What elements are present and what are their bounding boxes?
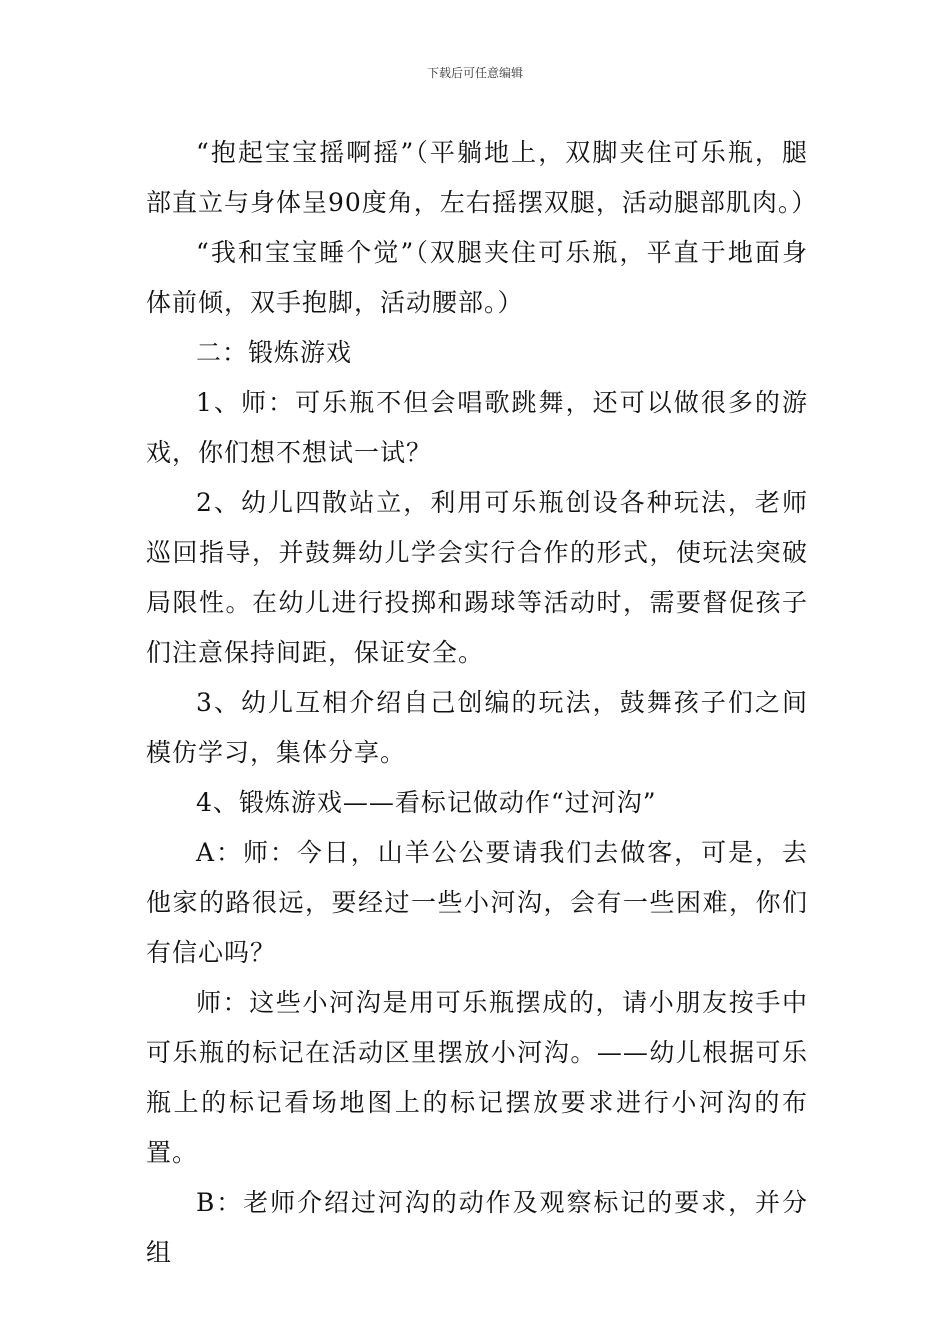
document-body [146,128,818,1278]
paragraph-teacher-instruction: 师：这些小河沟是用可乐瓶摆成的，请小朋友按手中可乐瓶的标记在活动区里摆放小河沟。——幼儿根据可乐瓶上的标记看场地图上的标记摆放要求进行小河沟的布置。 [146,988,808,1167]
paragraph-step-3: 3、幼儿互相介绍自己创编的玩法，鼓舞孩子们之间模仿学习，集体分享。 [146,688,808,767]
paragraph-step-4: 4、锻炼游戏——看标记做动作“过河沟” [196,788,657,817]
section-heading-exercise-game: 二：锻炼游戏 [196,338,353,367]
paragraph-part-a: A：师：今日，山羊公公要请我们去做客，可是，去他家的路很远，要经过一些小河沟，会有一些困难，你们有信心吗？ [146,838,808,967]
paragraph-step-2: 2、幼儿四散站立，利用可乐瓶创设各种玩法，老师巡回指导，并鼓舞幼儿学会实行合作的形式，使玩法突破局限性。在幼儿进行投掷和踢球等活动时，需要督促孩子们注意保持间距，保证安全。 [146,488,808,667]
paragraph-sleep-with-baby: “我和宝宝睡个觉”（双腿夹住可乐瓶，平直于地面身体前倾，双手抱脚，活动腰部。） [146,238,808,317]
page-header-note: 下载后可任意编辑 [426,66,523,80]
paragraph-step-1: 1、师：可乐瓶不但会唱歌跳舞，还可以做很多的游戏，你们想不想试一试？ [146,388,808,467]
paragraph-part-b: B：老师介绍过河沟的动作及观察标记的要求，并分组 [146,1188,808,1267]
paragraph-rocking-baby: “抱起宝宝摇啊摇”（平躺地上，双脚夹住可乐瓶，腿部直立与身体呈90度角，左右摇摆双腿，活动腿部肌肉。） [146,138,818,217]
